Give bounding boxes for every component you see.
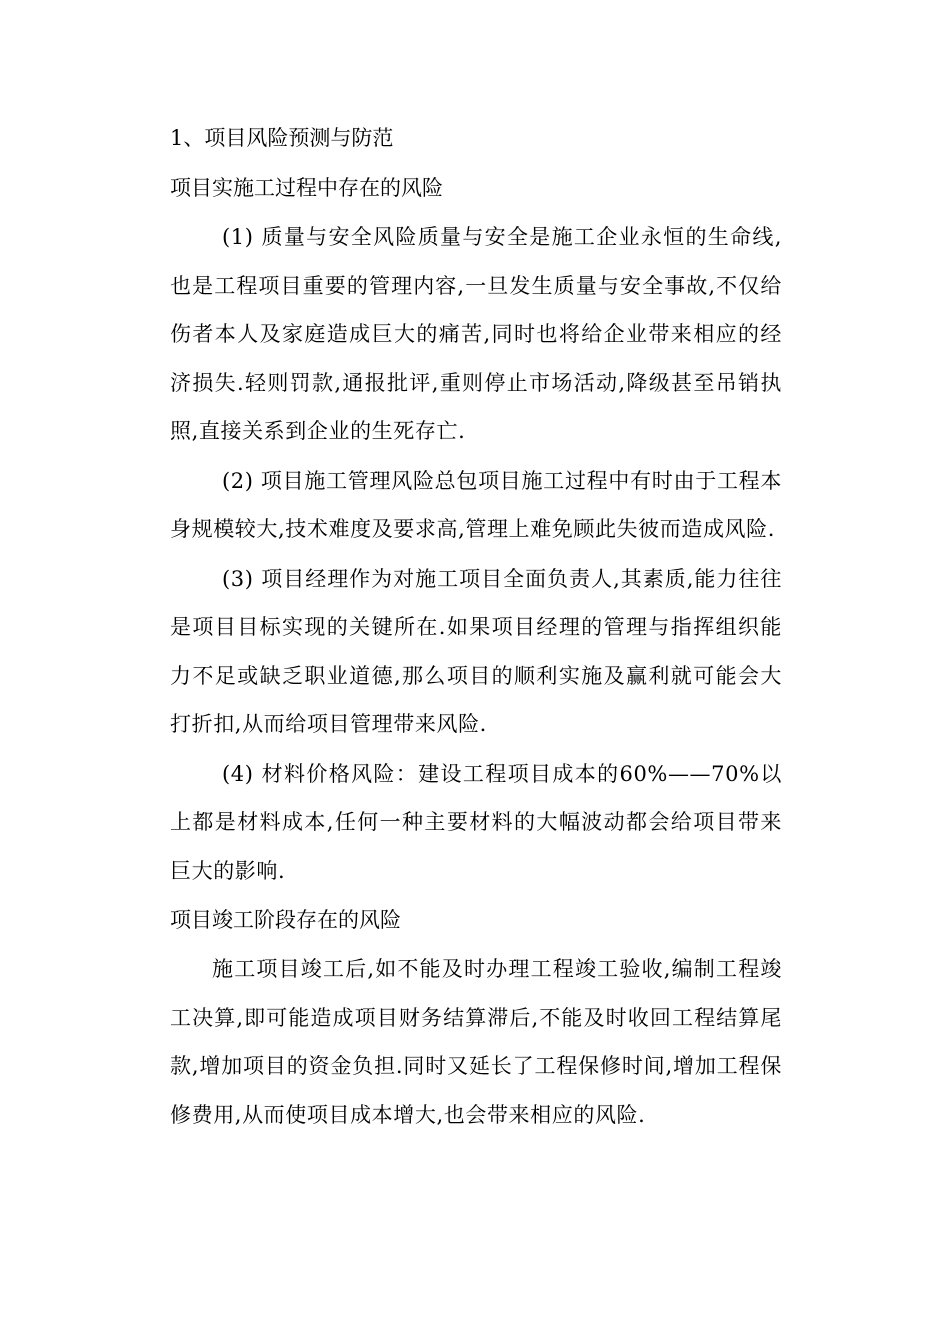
subheading-construction-risks: 项目实施工过程中存在的风险: [170, 176, 443, 200]
paragraph-management-risk: (2) 项目施工管理风险总包项目施工过程中有时由于工程本身规模较大,技术难度及要求高,管理上难免顾此失彼而造成风险.: [170, 468, 782, 541]
paragraph-project-manager-risk: (3) 项目经理作为对施工项目全面负责人,其素质,能力往往是项目目标实现的关键所在.如果项目经理的管理与指挥组织能力不足或缺乏职业道德,那么项目的顺利实施及赢利就可能会大打折扣,从而给项目管理带来风险.: [170, 566, 782, 736]
section-title: 1、项目风险预测与防范: [170, 126, 394, 150]
document-body: [170, 114, 782, 1139]
paragraph-quality-safety-risk: (1) 质量与安全风险质量与安全是施工企业永恒的生命线,也是工程项目重要的管理内容,一旦发生质量与安全事故,不仅给伤者本人及家庭造成巨大的痛苦,同时也将给企业带来相应的经济损失.轻则罚款,通报批评,重则停止市场活动,降级甚至吊销执照,直接关系到企业的生死存亡.: [170, 225, 782, 443]
paragraph-material-price-risk: (4) 材料价格风险：建设工程项目成本的60%——70%以上都是材料成本,任何一种主要材料的大幅波动都会给项目带来巨大的影响.: [170, 761, 782, 883]
paragraph-completion-risk: 施工项目竣工后,如不能及时办理工程竣工验收,编制工程竣工决算,即可能造成项目财务结算滞后,不能及时收回工程结算尾款,增加项目的资金负担.同时又延长了工程保修时间,增加工程保修费用,从而使项目成本增大,也会带来相应的风险.: [170, 957, 782, 1127]
subheading-completion-risks: 项目竣工阶段存在的风险: [170, 908, 401, 932]
